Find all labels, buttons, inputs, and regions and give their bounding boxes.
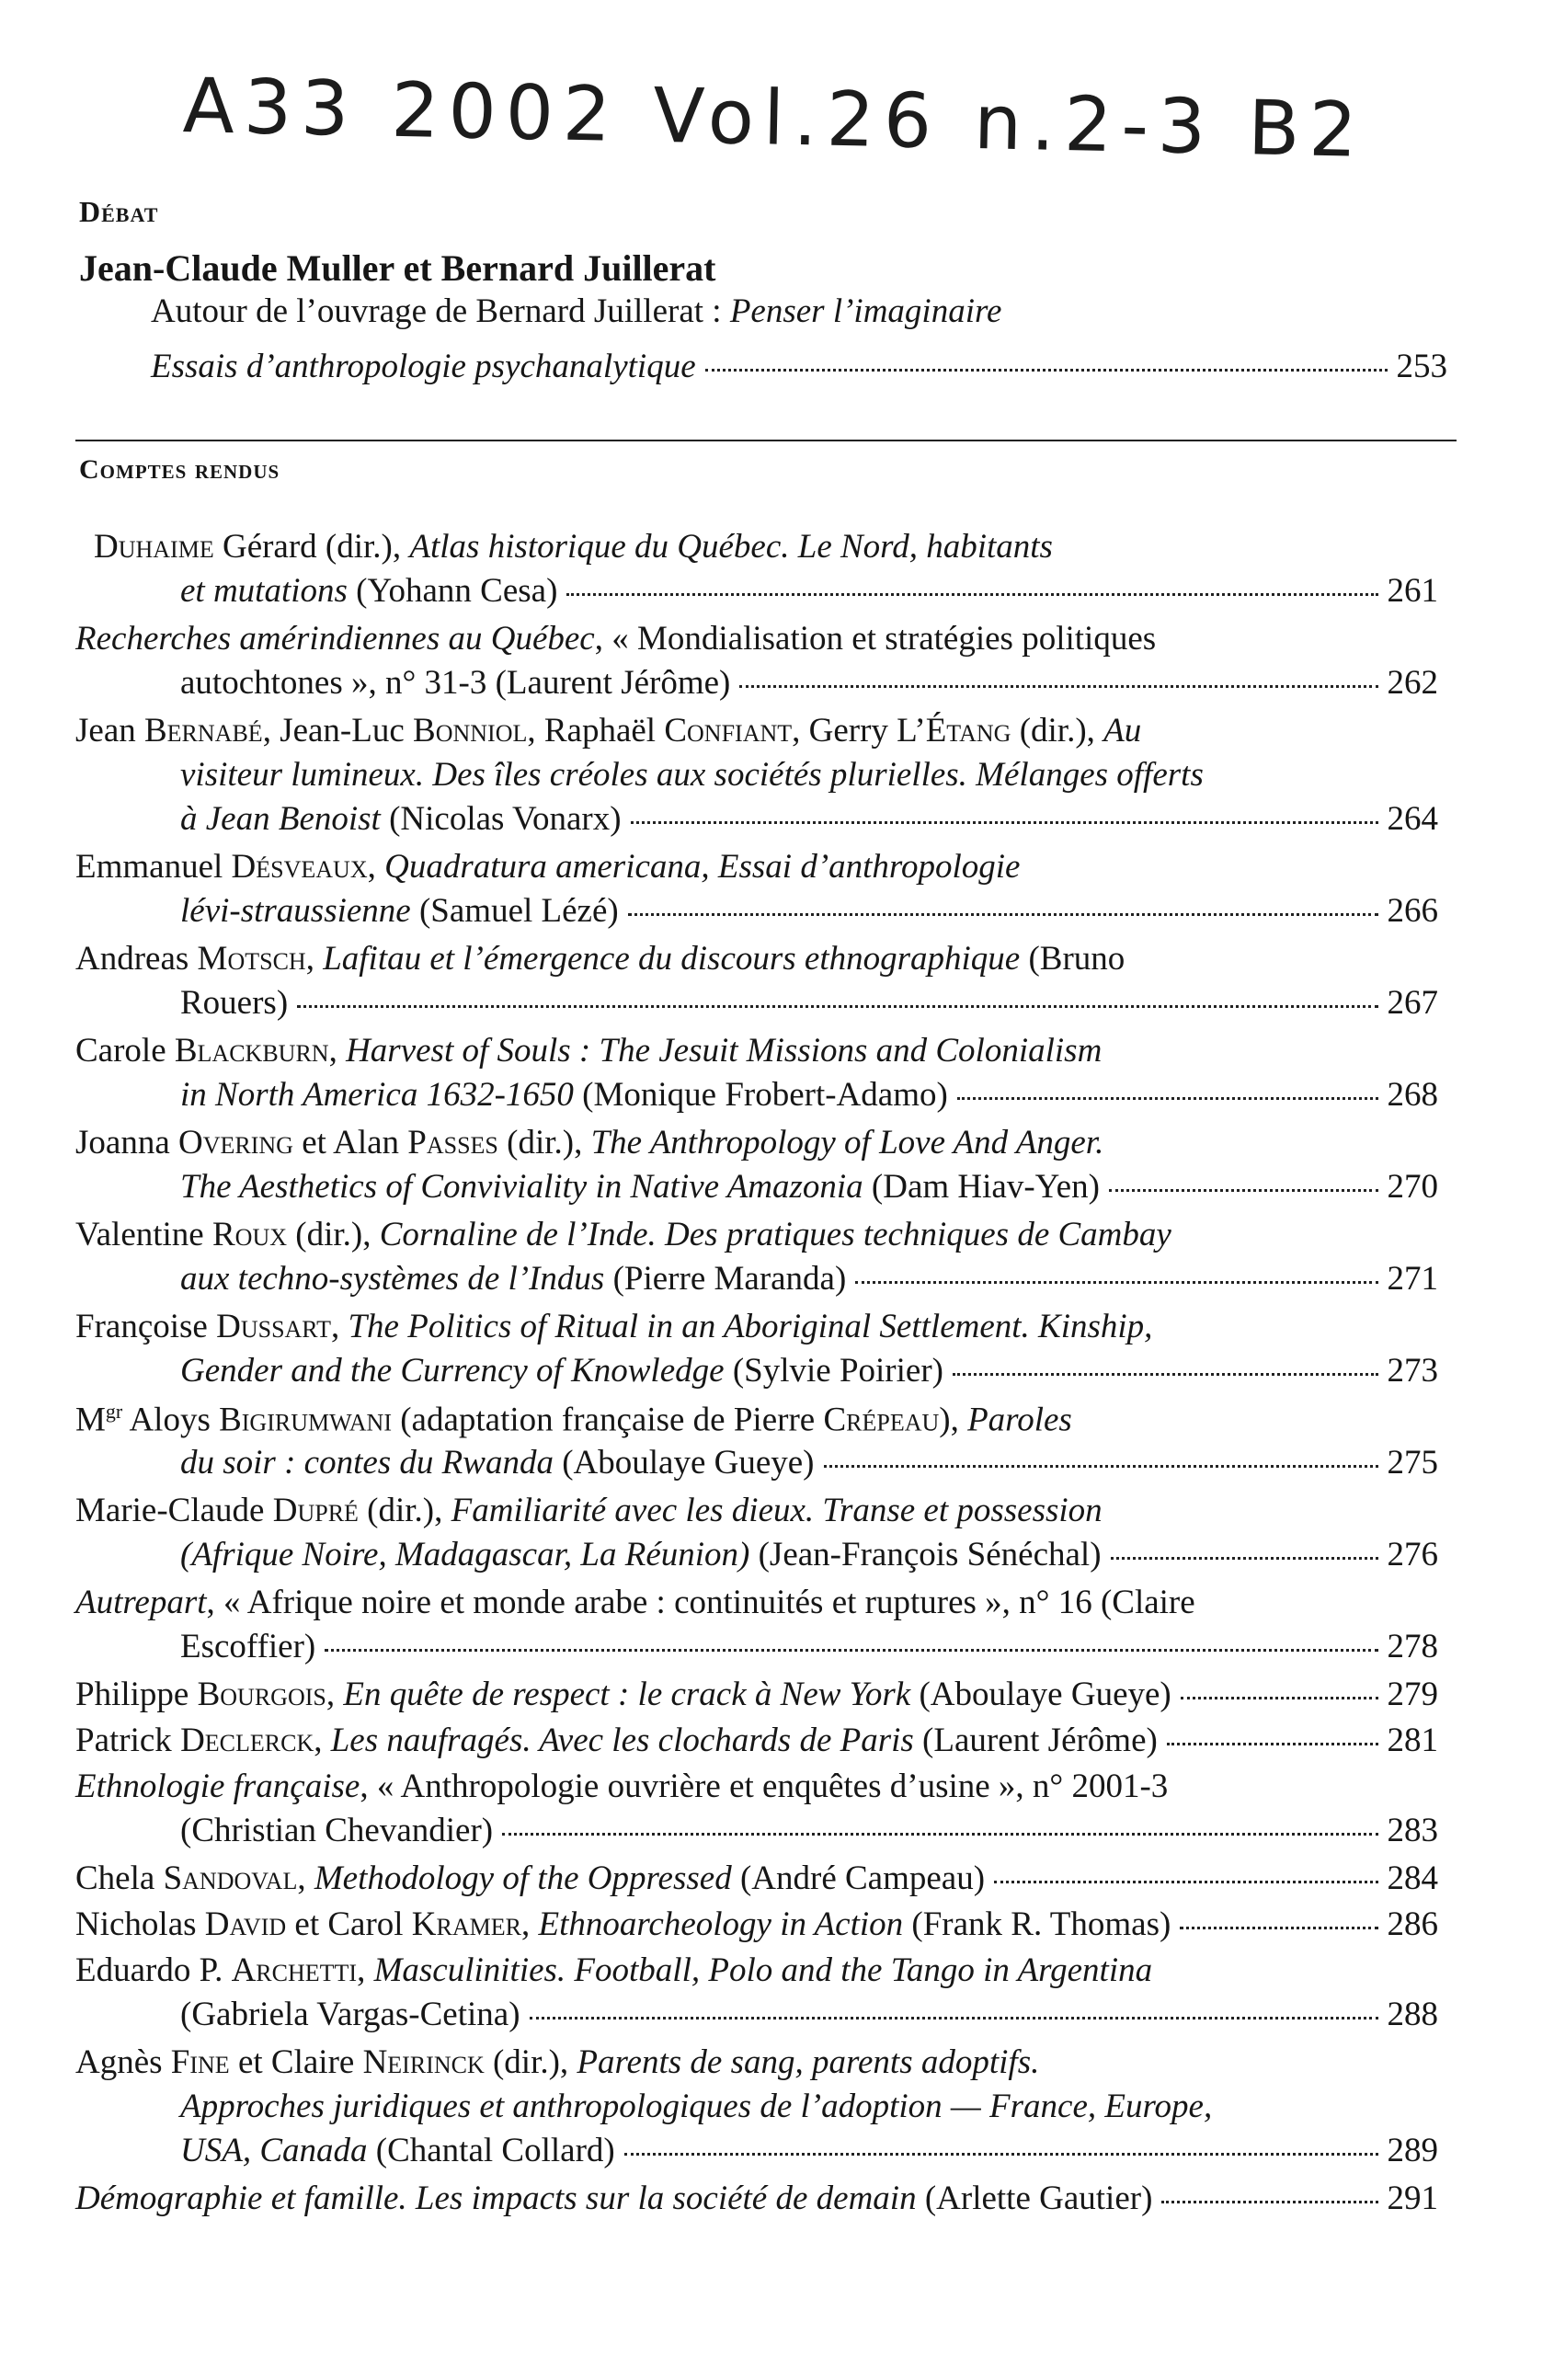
debat-authors: Jean-Claude Muller et Bernard Juillerat — [79, 247, 716, 289]
page-number: 253 — [1396, 348, 1447, 385]
review-entry-6-line-2: in North America 1632-1650 (Monique Frobert-Adamo) 268 — [180, 1076, 1438, 1114]
review-entry-7-line-2: The Aesthetics of Conviviality in Native Amazonia (Dam Hiav-Yen) 270 — [180, 1168, 1438, 1206]
review-entry-3-line-1: Jean Bernabé, Jean-Luc Bonniol, Raphaël Confiant, Gerry L’Étang (dir.), Au — [75, 712, 1142, 749]
review-entry-2-line-2: autochtones », n° 31-3 (Laurent Jérôme) 262 — [180, 664, 1438, 702]
review-entry-11-line-2: (Afrique Noire, Madagascar, La Réunion) (Jean-François Sénéchal) 276 — [180, 1536, 1438, 1573]
review-entry-19-line-2: Approches juridiques et anthropologiques de l’adoption — France, Europe, — [180, 2088, 1213, 2125]
review-entry-2-line-1: Recherches amérindiennes au Québec, « Mondialisation et stratégies politiques — [75, 620, 1157, 658]
section-heading-comptes-rendus: Comptes rendus — [79, 454, 280, 485]
review-entry-9-line-1: Françoise Dussart, The Politics of Ritual in an Aboriginal Settlement. Kinship, — [75, 1308, 1153, 1345]
review-entry-18-line-1: Eduardo P. Archetti, Masculinities. Football, Polo and the Tango in Argentina — [75, 1951, 1153, 1989]
review-entry-5-line-2: Rouers) 267 — [180, 984, 1438, 1022]
review-entry-4-line-1: Emmanuel Désveaux, Quadratura americana, Essai d’anthropologie — [75, 848, 1021, 886]
review-entry-1-line-1: Duhaime Gérard (dir.), Atlas historique du Québec. Le Nord, habitants — [94, 528, 1053, 566]
review-entry-15-line-2: (Christian Chevandier) 283 — [180, 1812, 1438, 1849]
review-entry-14: Patrick Declerck, Les naufragés. Avec les clochards de Paris (Laurent Jérôme) 281 — [75, 1722, 1438, 1759]
review-entry-3-line-2: visiteur lumineux. Des îles créoles aux sociétés plurielles. Mélanges offerts — [180, 756, 1204, 794]
review-entry-4-line-2: lévi-straussienne (Samuel Lézé) 266 — [180, 892, 1438, 930]
review-entry-12-line-2: Escoffier) 278 — [180, 1628, 1438, 1665]
review-entry-15-line-1: Ethnologie française, « Anthropologie ouvrière et enquêtes d’usine », n° 2001-3 — [75, 1768, 1169, 1805]
section-heading-debat: Débat — [79, 195, 159, 228]
review-entry-19-line-3: USA, Canada (Chantal Collard) 289 — [180, 2132, 1438, 2169]
review-entry-12-line-1: Autrepart, « Afrique noire et monde arabe : continuités et ruptures », n° 16 (Claire — [75, 1584, 1195, 1621]
review-entry-6-line-1: Carole Blackburn, Harvest of Souls : The Jesuit Missions and Colonialism — [75, 1032, 1103, 1070]
section-divider — [75, 440, 1457, 441]
review-entry-7-line-1: Joanna Overing et Alan Passes (dir.), The Anthropology of Love And Anger. — [75, 1124, 1104, 1161]
handwritten-shelf-note: A33 2002 Vol.26 n.2-3 B2 — [182, 63, 1367, 175]
review-entry-10-line-2: du soir : contes du Rwanda (Aboulaye Gueye) 275 — [180, 1444, 1438, 1482]
review-entry-16: Chela Sandoval, Methodology of the Oppressed (André Campeau) 284 — [75, 1859, 1438, 1897]
review-entry-3-line-3: à Jean Benoist (Nicolas Vonarx) 264 — [180, 800, 1438, 838]
review-entry-8-line-2: aux techno-systèmes de l’Indus (Pierre Maranda) 271 — [180, 1260, 1438, 1298]
debat-line-1: Autour de l’ouvrage de Bernard Juillerat : Penser l’imaginaire — [151, 292, 1002, 330]
review-entry-9-line-2: Gender and the Currency of Knowledge (Sylvie Poirier) 273 — [180, 1352, 1438, 1390]
review-entry-1-line-2: et mutations (Yohann Cesa) 261 — [180, 572, 1438, 610]
review-entry-20: Démographie et famille. Les impacts sur la société de demain (Arlette Gautier) 291 — [75, 2180, 1438, 2217]
review-entry-5-line-1: Andreas Motsch, Lafitau et l’émergence du discours ethnographique (Bruno — [75, 940, 1126, 978]
review-entry-19-line-1: Agnès Fine et Claire Neirinck (dir.), Parents de sang, parents adoptifs. — [75, 2043, 1040, 2081]
review-entry-10-line-1: $M^{gr}$ Aloys Bigirumwani (adaptation française de Pierre Crépeau), Paroles — [75, 1400, 1072, 1439]
review-entry-17: Nicholas David et Carol Kramer, Ethnoarcheology in Action (Frank R. Thomas) 286 — [75, 1905, 1438, 1943]
review-entry-11-line-1: Marie-Claude Dupré (dir.), Familiarité avec les dieux. Transe et possession — [75, 1492, 1103, 1529]
review-entry-13: Philippe Bourgois, En quête de respect : le crack à New York (Aboulaye Gueye) 279 — [75, 1676, 1438, 1713]
review-entry-8-line-1: Valentine Roux (dir.), Cornaline de l’Inde. Des pratiques techniques de Cambay — [75, 1216, 1171, 1253]
debat-line-2: Essais d’anthropologie psychanalytique 253 — [151, 348, 1447, 385]
review-entry-18-line-2: (Gabriela Vargas-Cetina) 288 — [180, 1996, 1438, 2033]
